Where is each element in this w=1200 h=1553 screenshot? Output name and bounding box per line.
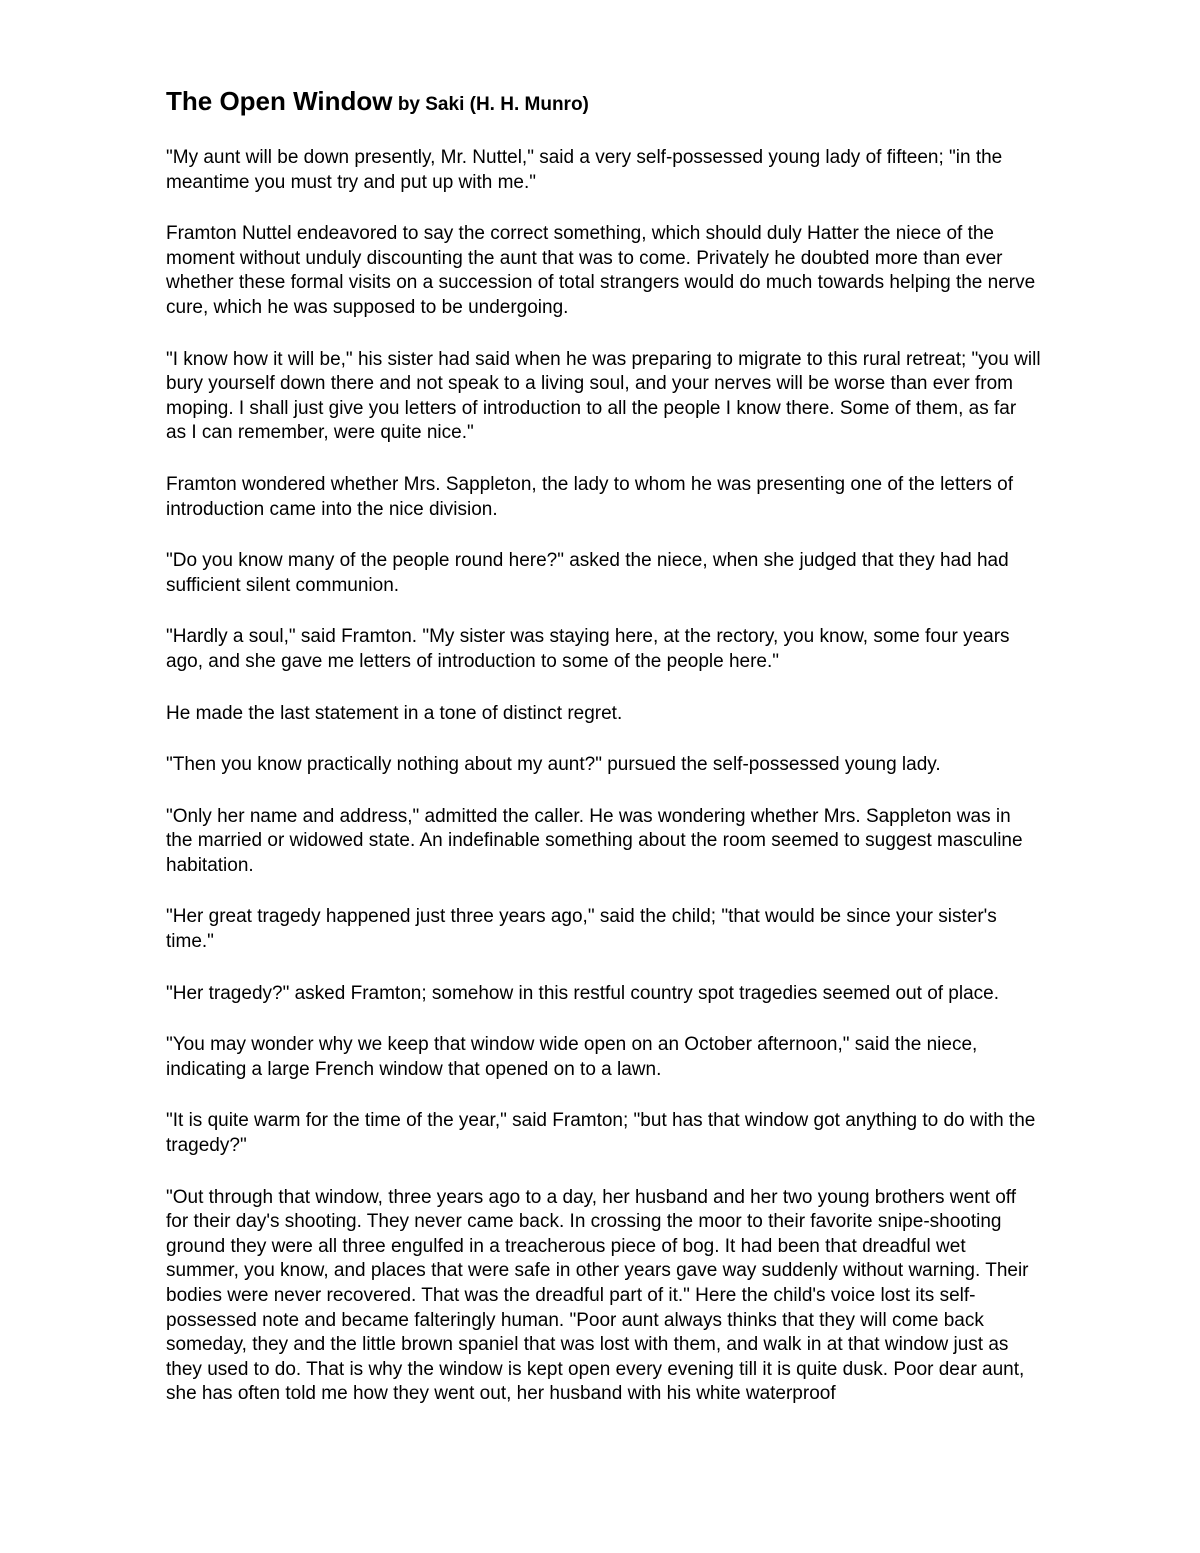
story-byline: by Saki (H. H. Munro) [397, 94, 589, 115]
paragraph: "Only her name and address," admitted the caller. He was wondering whether Mrs. Sappleton was in the married or widowed state. An indefinable something about the room seemed to suggest masculine habitation. [166, 805, 1023, 876]
document-title-line [166, 84, 1041, 122]
paragraph: Framton wondered whether Mrs. Sappleton, the lady to whom he was presenting one of the letters of introduction came into the nice division. [166, 473, 1014, 520]
paragraph: Framton Nuttel endeavored to say the correct something, which should duly Hatter the niece of the moment without unduly discounting the aunt that was to come. Privately he doubted more than ever whether these formal visits on a succession of total strangers would do much towards helping the nerve cure, which he was supposed to be undergoing. [166, 223, 1036, 318]
story-title: The Open Window [166, 86, 393, 116]
paragraph: "Out through that window, three years ago to a day, her husband and her two young brothers went off for their day's shooting. They never came back. In crossing the moor to their favorite snipe-shooting ground they were all three engulfed in a treacherous piece of bog. It had been that dreadful wet summer, you know, and places that were safe in other years gave way suddenly without warning. Their bodies were never recovered. That was the dreadful part of it." Here the child's voice lost its self-possessed note and became falteringly human. "Poor aunt always thinks that they will come back someday, they and the little brown spaniel that was lost with them, and walk in at that window just as they used to do. That is why the window is kept open every evening till it is quite dusk. Poor dear aunt, she has often told me how they went out, her husband with his white waterproof [166, 1186, 1029, 1405]
document-page [166, 84, 1041, 1434]
paragraph: "You may wonder why we keep that window wide open on an October afternoon," said the niece, indicating a large French window that opened on to a lawn. [166, 1034, 978, 1080]
paragraph: "I know how it will be," his sister had said when he was preparing to migrate to this rural retreat; "you will bury yourself down there and not speak to a living soul, and your nerves will be worse than ever from moping. I shall just give you letters of introduction to all the people I know there. Some of them, as far as I can remember, were quite nice." [166, 348, 1041, 444]
paragraph: "Her great tragedy happened just three years ago," said the child; "that would be since your sister's time." [166, 906, 997, 953]
paragraph: "Her tragedy?" asked Framton; somehow in this restful country spot tragedies seemed out of place. [166, 982, 1000, 1004]
paragraph: "Then you know practically nothing about my aunt?" pursued the self-possessed young lady. [166, 754, 941, 776]
paragraph: "My aunt will be down presently, Mr. Nuttel," said a very self-possessed young lady of fifteen; "in the meantime you must try and put up with me." [166, 147, 1003, 193]
paragraph: "Do you know many of the people round here?" asked the niece, when she judged that they had had sufficient silent communion. [166, 550, 1009, 596]
paragraph: "Hardly a soul," said Framton. "My sister was staying here, at the rectory, you know, some four years ago, and she gave me letters of introduction to some of the people here." [166, 626, 1010, 672]
paragraph: "It is quite warm for the time of the year," said Framton; "but has that window got anything to do with the tragedy?" [166, 1110, 1036, 1157]
paragraph: He made the last statement in a tone of distinct regret. [166, 702, 623, 724]
